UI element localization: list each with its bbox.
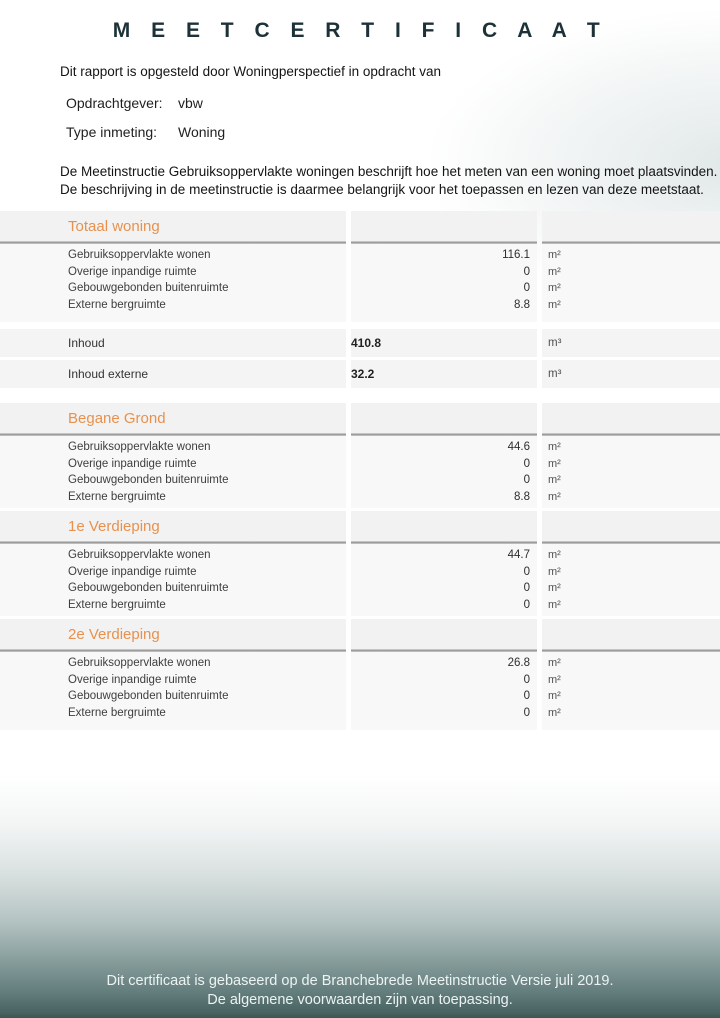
row-label: Externe bergruimte bbox=[68, 298, 166, 311]
row-label: Overige inpandige ruimte bbox=[68, 265, 197, 278]
row-value: 0 bbox=[523, 582, 530, 594]
footer bbox=[0, 972, 720, 1009]
field-label: Type inmeting: bbox=[66, 124, 158, 140]
row-value: 0 bbox=[523, 457, 530, 470]
row-value: 8.8 bbox=[514, 298, 530, 311]
row-value: 0 bbox=[523, 474, 530, 486]
field-type-inmeting bbox=[66, 124, 720, 140]
paragraph-line: De beschrijving in de meetinstructie is daarmee belangrijk voor het toepassen en lezen van deze meetstaat. bbox=[60, 181, 704, 197]
row-value: 0 bbox=[523, 265, 530, 278]
section-rows bbox=[0, 544, 720, 616]
paragraph-line: De Meetinstructie Gebruiksoppervlakte woningen beschrijft hoe het meten van een woning moet plaatsvinden. bbox=[60, 164, 718, 179]
section-2e-verdieping bbox=[0, 619, 720, 730]
row-unit: m² bbox=[548, 441, 561, 453]
row-unit: m³ bbox=[548, 368, 562, 380]
row-label: Gebruiksoppervlakte wonen bbox=[68, 657, 211, 669]
row-value: 0 bbox=[523, 598, 530, 611]
row-unit: m² bbox=[548, 673, 561, 686]
row-value: 32.2 bbox=[351, 367, 375, 381]
row-label: Externe bergruimte bbox=[68, 598, 166, 611]
section-header bbox=[0, 403, 720, 433]
row-value: 0 bbox=[523, 706, 530, 719]
row-unit: m² bbox=[548, 565, 561, 578]
row-unit: m² bbox=[548, 582, 561, 594]
row-unit: m² bbox=[548, 457, 561, 470]
footer-line: De algemene voorwaarden zijn van toepassing. bbox=[207, 991, 513, 1008]
inhoud-externe-row bbox=[0, 360, 720, 388]
row-unit: m² bbox=[548, 657, 561, 669]
intro-text: Dit rapport is opgesteld door Woningperspectief in opdracht van bbox=[60, 64, 441, 79]
row-label: Gebruiksoppervlakte wonen bbox=[68, 441, 211, 453]
row-label: Inhoud externe bbox=[68, 367, 149, 381]
row-unit: m² bbox=[548, 474, 561, 486]
section-rows bbox=[0, 652, 720, 730]
row-label: Overige inpandige ruimte bbox=[68, 673, 197, 686]
section-totaal-woning bbox=[0, 211, 720, 403]
field-value: Woning bbox=[178, 124, 226, 140]
row-unit: m³ bbox=[548, 337, 562, 349]
row-value: 410.8 bbox=[351, 336, 382, 350]
row-label: Overige inpandige ruimte bbox=[68, 457, 197, 470]
section-title: 1e Verdieping bbox=[68, 518, 160, 535]
row-value: 0 bbox=[523, 690, 530, 702]
row-value: 26.8 bbox=[507, 657, 530, 669]
field-label: Opdrachtgever: bbox=[66, 95, 163, 111]
row-label: Gebruiksoppervlakte wonen bbox=[68, 549, 211, 561]
row-value: 0 bbox=[523, 673, 530, 686]
row-unit: m² bbox=[548, 490, 561, 503]
field-opdrachtgever bbox=[66, 95, 720, 111]
row-label: Gebouwgebonden buitenruimte bbox=[68, 282, 229, 294]
row-unit: m² bbox=[548, 598, 561, 611]
inhoud-row bbox=[0, 329, 720, 357]
row-value: 8.8 bbox=[514, 490, 530, 503]
row-value: 0 bbox=[523, 282, 530, 294]
page-title: M E E T C E R T I F I C A A T bbox=[112, 19, 608, 42]
row-value: 0 bbox=[523, 565, 530, 578]
section-rows bbox=[0, 436, 720, 508]
row-label: Externe bergruimte bbox=[68, 490, 166, 503]
footer-line: Dit certificaat is gebaseerd op de Branchebrede Meetinstructie Versie juli 2019. bbox=[106, 973, 614, 989]
section-header bbox=[0, 211, 720, 241]
row-label: Gebouwgebonden buitenruimte bbox=[68, 474, 229, 486]
section-header bbox=[0, 511, 720, 541]
section-title: Begane Grond bbox=[68, 410, 166, 427]
row-unit: m² bbox=[548, 706, 561, 719]
section-title: 2e Verdieping bbox=[68, 626, 160, 643]
section-title: Totaal woning bbox=[68, 218, 160, 235]
section-rows bbox=[0, 244, 720, 322]
section-header bbox=[0, 619, 720, 649]
field-value: vbw bbox=[178, 95, 203, 111]
row-unit: m² bbox=[548, 265, 561, 278]
row-unit: m² bbox=[548, 298, 561, 311]
row-value: 116.1 bbox=[502, 249, 530, 261]
row-unit: m² bbox=[548, 690, 561, 702]
row-value: 44.7 bbox=[507, 549, 530, 561]
row-label: Externe bergruimte bbox=[68, 706, 166, 719]
row-value: 44.6 bbox=[507, 441, 530, 453]
row-label: Gebouwgebonden buitenruimte bbox=[68, 582, 229, 594]
row-unit: m² bbox=[548, 282, 561, 294]
row-label: Overige inpandige ruimte bbox=[68, 565, 197, 578]
row-unit: m² bbox=[548, 549, 561, 561]
row-label: Gebruiksoppervlakte wonen bbox=[68, 249, 211, 261]
section-1e-verdieping bbox=[0, 511, 720, 619]
row-unit: m² bbox=[548, 249, 561, 261]
row-label: Inhoud bbox=[68, 336, 105, 350]
measurement-table bbox=[0, 211, 720, 730]
section-begane-grond bbox=[0, 403, 720, 511]
row-label: Gebouwgebonden buitenruimte bbox=[68, 690, 229, 702]
meetinstructie-paragraph bbox=[60, 163, 720, 198]
